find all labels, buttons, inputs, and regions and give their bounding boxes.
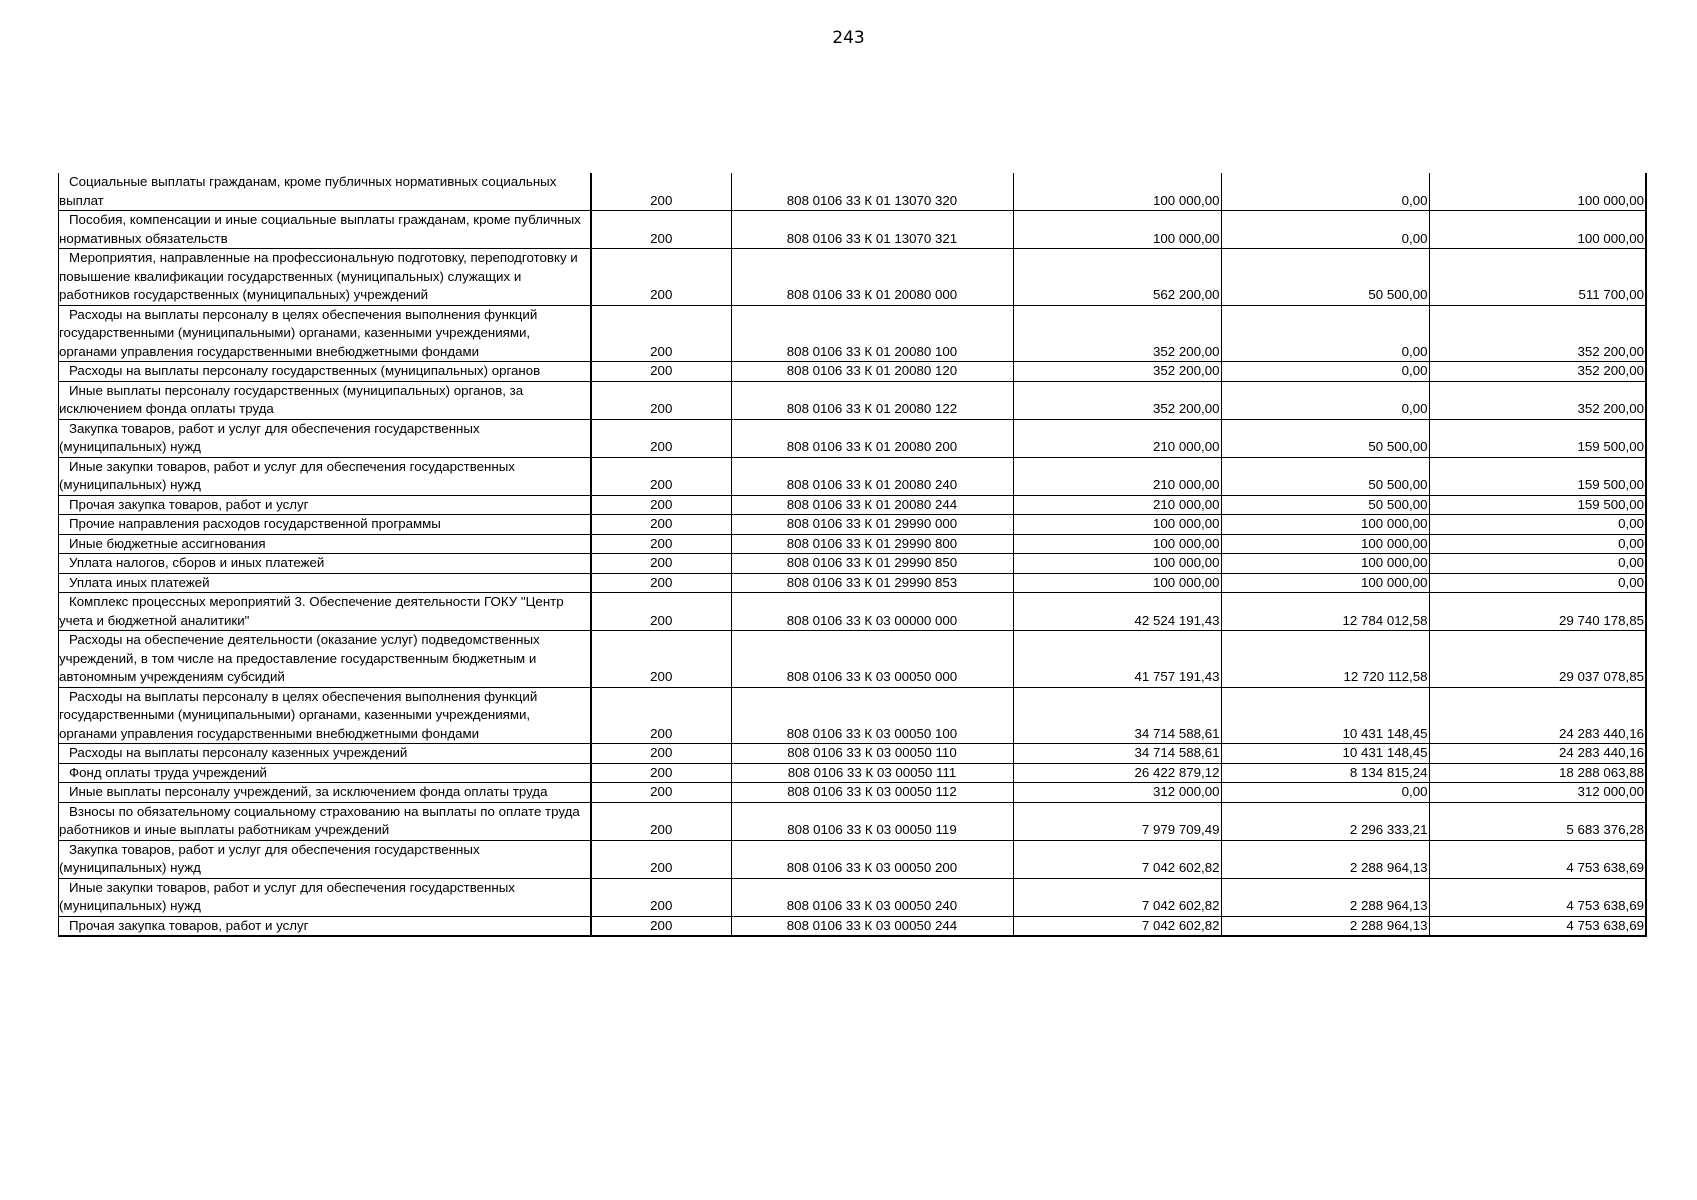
row-code-cell: 200 xyxy=(591,687,731,744)
row-name-cell xyxy=(59,362,591,382)
row-unexecuted-cell: 4 753 638,69 xyxy=(1429,916,1645,935)
row-code-cell: 200 xyxy=(591,593,731,631)
row-kbk-cell: 808 0106 33 К 01 20080 100 xyxy=(731,305,1013,362)
row-executed-cell: 50 500,00 xyxy=(1221,457,1429,495)
budget-execution-table xyxy=(58,173,1647,937)
row-approved-cell: 100 000,00 xyxy=(1013,211,1221,249)
row-unexecuted-cell: 312 000,00 xyxy=(1429,783,1645,803)
row-kbk-cell: 808 0106 33 К 03 00050 000 xyxy=(731,631,1013,688)
row-approved-cell: 100 000,00 xyxy=(1013,173,1221,211)
row-name-text: Расходы на выплаты персоналу в целях обеспечения выполнения функций государственными (муниципальными) органами, казенными учреждениями, органами управления государственными внебюджетными фондами xyxy=(59,306,538,359)
row-name-cell xyxy=(59,763,591,783)
row-kbk-cell: 808 0106 33 К 03 00050 240 xyxy=(731,878,1013,916)
row-name-cell xyxy=(59,211,591,249)
row-code-cell: 200 xyxy=(591,419,731,457)
row-name-cell xyxy=(59,419,591,457)
row-approved-cell: 34 714 588,61 xyxy=(1013,687,1221,744)
row-code-cell: 200 xyxy=(591,744,731,764)
row-name-text: Расходы на выплаты персоналу в целях обеспечения выполнения функций государственными (муниципальными) органами, казенными учреждениями, органами управления государственными внебюджетными фондами xyxy=(59,688,538,741)
row-name-text: Иные выплаты персоналу государственных (муниципальных) органов, за исключением фонда оплаты труда xyxy=(59,382,524,416)
row-executed-cell: 50 500,00 xyxy=(1221,419,1429,457)
table-row xyxy=(59,916,1645,935)
row-approved-cell: 352 200,00 xyxy=(1013,381,1221,419)
row-executed-cell: 100 000,00 xyxy=(1221,534,1429,554)
row-kbk-cell: 808 0106 33 К 01 13070 320 xyxy=(731,173,1013,211)
row-kbk-cell: 808 0106 33 К 03 00050 100 xyxy=(731,687,1013,744)
table-row xyxy=(59,840,1645,878)
table-row xyxy=(59,211,1645,249)
row-unexecuted-cell: 0,00 xyxy=(1429,554,1645,574)
table-row xyxy=(59,305,1645,362)
row-kbk-cell: 808 0106 33 К 01 13070 321 xyxy=(731,211,1013,249)
row-approved-cell: 312 000,00 xyxy=(1013,783,1221,803)
row-name-text: Прочие направления расходов государственной программы xyxy=(69,516,441,531)
row-name-cell xyxy=(59,783,591,803)
row-approved-cell: 100 000,00 xyxy=(1013,554,1221,574)
row-code-cell: 200 xyxy=(591,457,731,495)
row-name-cell xyxy=(59,687,591,744)
row-name-text: Расходы на обеспечение деятельности (оказание услуг) подведомственных учреждений, в том числе на предоставление государственным бюджетным и автономным учреждениям субсидий xyxy=(59,632,540,684)
table-row xyxy=(59,534,1645,554)
row-unexecuted-cell: 100 000,00 xyxy=(1577,192,1644,208)
row-code-cell: 200 xyxy=(591,173,731,211)
row-name-text: Иные закупки товаров, работ и услуг для обеспечения государственных (муниципальных) нужд xyxy=(59,458,515,492)
table-row xyxy=(59,687,1645,744)
row-name-cell xyxy=(59,495,591,515)
row-name-text: Мероприятия, направленные на профессиональную подготовку, переподготовку и повышение квалификации государственных (муниципальных) служащих и работников государственных (муниципальных) учреждений xyxy=(59,250,578,302)
row-approved-cell: 7 042 602,82 xyxy=(1013,916,1221,935)
row-unexecuted-cell: 5 683 376,28 xyxy=(1429,802,1645,840)
row-name-text: Расходы на выплаты персоналу казенных учреждений xyxy=(69,745,408,760)
table-row xyxy=(59,554,1645,574)
row-code-cell: 200 xyxy=(591,783,731,803)
row-name-cell xyxy=(59,305,591,362)
row-executed-cell: 2 288 964,13 xyxy=(1221,916,1429,935)
row-code-cell: 200 xyxy=(591,573,731,593)
table-row xyxy=(59,515,1645,535)
row-kbk-cell: 808 0106 33 К 01 20080 244 xyxy=(731,495,1013,515)
row-code-cell: 200 xyxy=(591,362,731,382)
table-row xyxy=(59,763,1645,783)
row-kbk-cell: 808 0106 33 К 01 29990 850 xyxy=(731,554,1013,574)
row-unexecuted-cell: 0,00 xyxy=(1429,515,1645,535)
row-kbk-cell: 808 0106 33 К 01 20080 240 xyxy=(731,457,1013,495)
row-name-text: Иные закупки товаров, работ и услуг для обеспечения государственных (муниципальных) нужд xyxy=(59,879,515,913)
row-name-cell xyxy=(59,744,591,764)
row-code-cell: 200 xyxy=(591,878,731,916)
row-approved-cell: 100 000,00 xyxy=(1013,573,1221,593)
row-name-cell xyxy=(59,457,591,495)
row-code-cell: 200 xyxy=(591,249,731,306)
table-row xyxy=(59,802,1645,840)
row-unexecuted-cell: 0,00 xyxy=(1429,534,1645,554)
row-name-text: Прочая закупка товаров, работ и услуг xyxy=(69,917,309,933)
table-row xyxy=(59,744,1645,764)
row-kbk-cell: 808 0106 33 К 03 00050 119 xyxy=(731,802,1013,840)
row-kbk-cell: 808 0106 33 К 01 29990 000 xyxy=(731,515,1013,535)
row-approved-cell: 352 200,00 xyxy=(1013,362,1221,382)
row-executed-cell: 8 134 815,24 xyxy=(1221,763,1429,783)
row-executed-cell: 2 288 964,13 xyxy=(1221,840,1429,878)
table-row xyxy=(59,457,1645,495)
row-kbk-cell: 808 0106 33 К 03 00050 111 xyxy=(731,763,1013,783)
row-executed-cell: 0,00 xyxy=(1221,305,1429,362)
row-name-cell xyxy=(59,249,591,306)
row-approved-cell: 100 000,00 xyxy=(1013,515,1221,535)
row-code-cell: 200 xyxy=(591,554,731,574)
row-name-text: Комплекс процессных мероприятий 3. Обеспечение деятельности ГОКУ "Центр учета и бюджетной аналитики" xyxy=(59,594,564,628)
row-code-cell: 200 xyxy=(591,840,731,878)
table-row xyxy=(59,783,1645,803)
row-kbk-cell: 808 0106 33 К 01 20080 000 xyxy=(731,249,1013,306)
row-executed-cell: 10 431 148,45 xyxy=(1221,687,1429,744)
row-name-cell xyxy=(59,878,591,916)
row-approved-cell: 42 524 191,43 xyxy=(1013,593,1221,631)
row-kbk-cell: 808 0106 33 К 03 00050 244 xyxy=(731,916,1013,935)
row-code-cell: 200 xyxy=(591,305,731,362)
row-unexecuted-cell: 24 283 440,16 xyxy=(1429,744,1645,764)
table-row xyxy=(59,573,1645,593)
table-row xyxy=(59,495,1645,515)
row-name-cell xyxy=(59,381,591,419)
row-code-cell: 200 xyxy=(591,495,731,515)
row-executed-cell: 0,00 xyxy=(1221,783,1429,803)
row-unexecuted-cell: 511 700,00 xyxy=(1429,249,1645,306)
row-executed-cell: 50 500,00 xyxy=(1221,249,1429,306)
table-row xyxy=(59,362,1645,382)
row-name-text: Фонд оплаты труда учреждений xyxy=(69,764,267,780)
row-name-text: Уплата налогов, сборов и иных платежей xyxy=(69,555,325,570)
row-approved-cell: 34 714 588,61 xyxy=(1013,744,1221,764)
row-name-text: Пособия, компенсации и иные социальные выплаты гражданам, кроме публичных нормативных обязательств xyxy=(59,212,581,246)
row-code-cell: 200 xyxy=(591,515,731,535)
row-code-cell: 200 xyxy=(591,763,731,783)
row-executed-cell: 2 296 333,21 xyxy=(1221,802,1429,840)
row-approved-cell: 7 042 602,82 xyxy=(1013,840,1221,878)
table-row xyxy=(59,381,1645,419)
row-code-cell: 200 xyxy=(591,211,731,249)
row-approved-cell: 210 000,00 xyxy=(1013,419,1221,457)
row-name-cell xyxy=(59,534,591,554)
table-body xyxy=(59,173,1645,935)
row-name-cell xyxy=(59,631,591,688)
row-executed-cell: 0,00 xyxy=(1221,211,1429,249)
row-executed-cell: 0,00 xyxy=(1221,381,1429,419)
row-name-text: Иные выплаты персоналу учреждений, за исключением фонда оплаты труда xyxy=(69,784,548,799)
row-executed-cell: 2 288 964,13 xyxy=(1221,878,1429,916)
row-code-cell: 200 xyxy=(591,381,731,419)
row-approved-cell: 562 200,00 xyxy=(1013,249,1221,306)
row-kbk-cell: 808 0106 33 К 01 29990 853 xyxy=(731,573,1013,593)
row-kbk-cell: 808 0106 33 К 03 00050 112 xyxy=(731,783,1013,803)
budget-table xyxy=(59,173,1645,935)
row-unexecuted-cell: 4 753 638,69 xyxy=(1429,840,1645,878)
row-code-cell: 200 xyxy=(591,916,731,935)
row-name-text: Закупка товаров, работ и услуг для обеспечения государственных (муниципальных) нужд xyxy=(59,841,480,875)
row-executed-cell: 100 000,00 xyxy=(1221,554,1429,574)
row-kbk-cell: 808 0106 33 К 01 29990 800 xyxy=(731,534,1013,554)
row-unexecuted-cell: 24 283 440,16 xyxy=(1429,687,1645,744)
row-name-text: Социальные выплаты гражданам, кроме публичных нормативных социальных выплат xyxy=(59,174,557,208)
row-name-text: Взносы по обязательному социальному страхованию на выплаты по оплате труда работников и иные выплаты работникам учреждений xyxy=(59,803,580,837)
row-kbk-cell: 808 0106 33 К 03 00000 000 xyxy=(731,593,1013,631)
row-unexecuted-cell: 0,00 xyxy=(1429,573,1645,593)
row-approved-cell: 100 000,00 xyxy=(1013,534,1221,554)
table-row xyxy=(59,249,1645,306)
row-approved-cell: 7 979 709,49 xyxy=(1013,802,1221,840)
row-name-cell xyxy=(59,802,591,840)
table-row xyxy=(59,631,1645,688)
row-code-cell: 200 xyxy=(591,631,731,688)
row-unexecuted-cell: 29 740 178,85 xyxy=(1429,593,1645,631)
row-name-cell xyxy=(59,515,591,535)
row-name-cell xyxy=(59,916,591,935)
row-executed-cell: 100 000,00 xyxy=(1221,515,1429,535)
row-name-text: Прочая закупка товаров, работ и услуг xyxy=(69,496,309,512)
row-name-text: Иные бюджетные ассигнования xyxy=(69,535,266,551)
row-approved-cell: 210 000,00 xyxy=(1013,495,1221,515)
row-unexecuted-cell: 352 200,00 xyxy=(1429,381,1645,419)
row-approved-cell: 41 757 191,43 xyxy=(1013,631,1221,688)
row-approved-cell: 7 042 602,82 xyxy=(1013,878,1221,916)
table-row xyxy=(59,878,1645,916)
row-kbk-cell: 808 0106 33 К 03 00050 110 xyxy=(731,744,1013,764)
row-name-cell xyxy=(59,554,591,574)
row-unexecuted-cell: 352 200,00 xyxy=(1429,305,1645,362)
row-unexecuted-cell: 29 037 078,85 xyxy=(1429,631,1645,688)
row-approved-cell: 210 000,00 xyxy=(1013,457,1221,495)
row-name-cell xyxy=(59,840,591,878)
row-kbk-cell: 808 0106 33 К 01 20080 120 xyxy=(731,362,1013,382)
row-executed-cell: 100 000,00 xyxy=(1221,573,1429,593)
row-unexecuted-cell: 159 500,00 xyxy=(1429,457,1645,495)
row-approved-cell: 352 200,00 xyxy=(1013,305,1221,362)
row-approved-cell: 26 422 879,12 xyxy=(1013,763,1221,783)
row-executed-cell: 12 720 112,58 xyxy=(1221,631,1429,688)
row-code-cell: 200 xyxy=(591,802,731,840)
row-executed-cell: 10 431 148,45 xyxy=(1221,744,1429,764)
row-unexecuted-cell: 352 200,00 xyxy=(1429,362,1645,382)
row-name-text: Закупка товаров, работ и услуг для обеспечения государственных (муниципальных) нужд xyxy=(59,420,480,454)
row-name-text: Уплата иных платежей xyxy=(69,574,210,590)
row-unexecuted-cell: 159 500,00 xyxy=(1429,419,1645,457)
row-executed-cell: 0,00 xyxy=(1221,173,1429,211)
row-executed-cell: 12 784 012,58 xyxy=(1221,593,1429,631)
row-kbk-cell: 808 0106 33 К 01 20080 122 xyxy=(731,381,1013,419)
row-kbk-cell: 808 0106 33 К 01 20080 200 xyxy=(731,419,1013,457)
row-name-cell xyxy=(59,173,591,211)
row-unexecuted-cell: 159 500,00 xyxy=(1429,495,1645,515)
table-row xyxy=(59,419,1645,457)
table-row xyxy=(59,593,1645,631)
row-unexecuted-cell: 18 288 063,88 xyxy=(1429,763,1645,783)
table-row xyxy=(59,173,1645,211)
page-number: 243 xyxy=(832,28,865,48)
row-executed-cell: 50 500,00 xyxy=(1221,495,1429,515)
row-kbk-cell: 808 0106 33 К 03 00050 200 xyxy=(731,840,1013,878)
row-name-cell xyxy=(59,573,591,593)
row-executed-cell: 0,00 xyxy=(1221,362,1429,382)
row-unexecuted-cell: 100 000,00 xyxy=(1429,211,1645,249)
row-name-cell xyxy=(59,593,591,631)
row-unexecuted-cell: 4 753 638,69 xyxy=(1429,878,1645,916)
row-name-text: Расходы на выплаты персоналу государственных (муниципальных) органов xyxy=(69,363,541,378)
row-code-cell: 200 xyxy=(591,534,731,554)
